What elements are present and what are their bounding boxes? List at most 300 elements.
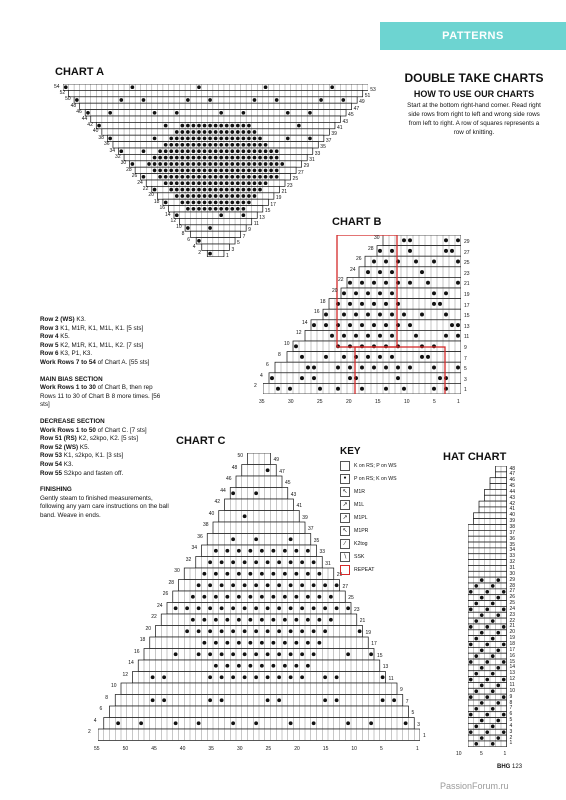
- purl-stitch: [208, 629, 212, 633]
- purl-stitch: [286, 111, 290, 115]
- purl-stitch: [335, 606, 339, 610]
- purl-stitch: [230, 149, 234, 153]
- purl-stitch: [75, 98, 79, 102]
- purl-stitch: [288, 387, 292, 391]
- purl-stitch: [485, 713, 489, 717]
- purl-stitch: [306, 366, 310, 370]
- purl-stitch: [248, 595, 252, 599]
- purl-stitch: [432, 366, 436, 370]
- purl-stitch: [266, 629, 270, 633]
- purl-stitch: [253, 149, 257, 153]
- purl-stitch: [308, 111, 312, 115]
- row-number-label: 19: [464, 292, 470, 298]
- row-number-label: 25: [509, 600, 516, 607]
- row-number-label: 45: [151, 745, 157, 752]
- purl-stitch: [208, 252, 212, 256]
- purl-stitch: [214, 572, 218, 576]
- purl-stitch: [491, 689, 495, 693]
- purl-stitch: [185, 629, 189, 633]
- purl-stitch: [254, 675, 258, 679]
- purl-stitch: [169, 156, 173, 160]
- purl-stitch: [420, 355, 424, 359]
- row-number-label: 4: [260, 372, 263, 379]
- purl-stitch: [408, 366, 412, 370]
- purl-stitch: [197, 721, 201, 725]
- slash-left-icon: ∖: [340, 552, 350, 562]
- finishing-text: Gently steam to finished measurements, following any yarn care instructions on the ball band. Weave in ends.: [40, 494, 169, 519]
- purl-stitch: [186, 188, 190, 192]
- purl-stitch: [254, 606, 258, 610]
- purl-stitch: [225, 137, 229, 141]
- finishing-heading: FINISHING: [40, 486, 72, 494]
- row-number-label: 2: [509, 734, 513, 741]
- row-number-label: 40: [509, 512, 516, 519]
- purl-stitch: [496, 719, 500, 723]
- row-number-label: 25: [292, 176, 299, 183]
- purl-stitch: [254, 629, 258, 633]
- row-number-label: 36: [103, 141, 110, 148]
- purl-stitch: [502, 660, 506, 664]
- purl-stitch: [214, 124, 218, 128]
- purl-stitch: [342, 355, 346, 359]
- purl-stitch: [230, 169, 234, 173]
- purl-stitch: [242, 149, 246, 153]
- purl-stitch: [336, 366, 340, 370]
- purl-stitch: [277, 583, 281, 587]
- purl-stitch: [236, 201, 240, 205]
- row-number-label: 8: [509, 699, 513, 706]
- row-number-label: 21: [281, 188, 287, 195]
- purl-stitch: [312, 629, 316, 633]
- purl-stitch: [214, 201, 218, 205]
- row-number-label: 17: [509, 646, 516, 653]
- purl-stitch: [180, 194, 184, 198]
- row-number-label: 51: [364, 92, 371, 99]
- slash-right-icon: ∕: [340, 539, 350, 549]
- purl-stitch: [180, 124, 184, 128]
- row-number-label: 16: [509, 652, 516, 659]
- purl-stitch: [158, 175, 162, 179]
- purl-stitch: [108, 111, 112, 115]
- purl-stitch: [242, 143, 246, 147]
- purl-stitch: [231, 606, 235, 610]
- purl-stitch: [289, 560, 293, 564]
- purl-stitch: [496, 578, 500, 582]
- row-number-label: 9: [400, 687, 403, 693]
- purl-stitch: [197, 188, 201, 192]
- purl-stitch: [242, 188, 246, 192]
- purl-stitch: [258, 162, 262, 166]
- purl-stitch: [214, 207, 218, 211]
- row-number-label: 3: [417, 721, 421, 728]
- instruction-label: Row 52 (WS): [40, 443, 79, 451]
- purl-stitch: [203, 149, 207, 153]
- row-number-label: 9: [248, 227, 251, 234]
- purl-stitch: [480, 596, 484, 600]
- m1pr-icon: ↖: [340, 526, 350, 536]
- purl-stitch: [306, 641, 310, 645]
- instruction-text: of Chart A. [55 sts]: [95, 358, 150, 366]
- row-number-label: 26: [131, 173, 138, 180]
- instruction-label: Row 2 (WS): [40, 316, 75, 323]
- row-number-label: 20: [148, 192, 154, 199]
- purl-stitch: [480, 631, 484, 635]
- purl-stitch: [231, 560, 235, 564]
- row-number-label: 53: [370, 86, 376, 93]
- purl-stitch: [225, 149, 229, 153]
- purl-stitch: [266, 583, 270, 587]
- purl-stitch: [208, 149, 212, 153]
- row-number-label: 20: [509, 629, 516, 636]
- purl-stitch: [197, 181, 201, 185]
- purl-stitch: [214, 156, 218, 160]
- key-item: [340, 563, 420, 576]
- purl-stitch: [485, 625, 489, 629]
- purl-stitch: [214, 194, 218, 198]
- purl-stitch: [450, 323, 454, 327]
- purl-stitch: [219, 137, 223, 141]
- row-number-label: 9: [464, 345, 467, 351]
- instruction-text: K3.: [62, 460, 74, 468]
- purl-stitch: [485, 730, 489, 734]
- row-number-label: 30: [374, 235, 380, 241]
- purl-stitch: [175, 175, 179, 179]
- purl-stitch: [247, 169, 251, 173]
- chart-a-title: CHART A: [55, 66, 105, 78]
- purl-stitch: [153, 169, 157, 173]
- key-item: [340, 485, 420, 498]
- purl-stitch: [208, 188, 212, 192]
- purl-stitch: [369, 652, 373, 656]
- row-number-label: 28: [368, 245, 374, 252]
- purl-stitch: [186, 156, 190, 160]
- row-number-label: 10: [509, 687, 516, 694]
- purl-stitch: [469, 695, 473, 699]
- row-number-label: 15: [322, 745, 329, 752]
- purl-stitch: [378, 270, 382, 274]
- instruction-label: Row 3: [40, 324, 59, 332]
- purl-stitch: [366, 291, 370, 295]
- purl-stitch: [243, 560, 247, 564]
- purl-stitch: [360, 281, 364, 285]
- purl-stitch: [220, 675, 224, 679]
- row-number-label: 10: [111, 683, 117, 689]
- row-number-label: 25: [348, 595, 354, 601]
- purl-stitch: [480, 736, 484, 740]
- instruction-label: Work Rows 1 to 50: [40, 426, 96, 434]
- row-number-label: 43: [509, 494, 516, 501]
- row-number-label: 3: [231, 246, 235, 253]
- purl-stitch: [346, 721, 350, 725]
- hat-chart-grid: [456, 465, 516, 757]
- purl-stitch: [269, 169, 273, 173]
- row-number-label: 22: [142, 186, 149, 192]
- key-item: [340, 459, 420, 472]
- purl-stitch: [456, 281, 460, 285]
- purl-stitch: [277, 675, 281, 679]
- purl-stitch: [203, 169, 207, 173]
- purl-stitch: [300, 560, 304, 564]
- purl-stitch: [119, 149, 123, 153]
- purl-stitch: [225, 169, 229, 173]
- purl-stitch: [366, 334, 370, 338]
- instruction-text: of Chart B, then rep Rows 11 to 30 of Chart B 8 more times. [56 sts]: [40, 384, 161, 409]
- row-number-label: 48: [509, 465, 516, 472]
- row-number-label: 36: [509, 535, 516, 542]
- purl-stitch: [254, 537, 258, 541]
- purl-stitch: [142, 149, 146, 153]
- purl-stitch: [260, 664, 264, 668]
- instruction-line: [40, 359, 170, 368]
- purl-stitch: [247, 194, 251, 198]
- row-number-label: 15: [509, 658, 516, 665]
- key-label: K on RS; P on WS: [354, 462, 397, 469]
- purl-stitch: [142, 98, 146, 102]
- purl-stitch: [289, 583, 293, 587]
- purl-stitch: [225, 175, 229, 179]
- purl-stitch: [153, 156, 157, 160]
- dot-icon: ●: [340, 474, 350, 484]
- row-number-label: 46: [509, 477, 516, 484]
- purl-stitch: [372, 323, 376, 327]
- purl-stitch: [348, 366, 352, 370]
- purl-stitch: [185, 606, 189, 610]
- purl-stitch: [192, 201, 196, 205]
- purl-stitch: [158, 162, 162, 166]
- empty-square-icon: [340, 461, 350, 471]
- purl-stitch: [381, 675, 385, 679]
- purl-stitch: [369, 721, 373, 725]
- purl-stitch: [266, 606, 270, 610]
- purl-stitch: [203, 156, 207, 160]
- instruction-text: K2, M1R, K1, M1L, K2. [7 sts]: [58, 341, 144, 349]
- row-number-label: 26: [509, 594, 516, 601]
- purl-stitch: [390, 249, 394, 253]
- row-number-label: 3: [464, 376, 467, 383]
- purl-stitch: [203, 188, 207, 192]
- purl-stitch: [220, 560, 224, 564]
- purl-stitch: [402, 313, 406, 317]
- cast-on-rows: [40, 316, 170, 368]
- purl-stitch: [186, 143, 190, 147]
- purl-stitch: [197, 149, 201, 153]
- row-number-label: 5: [509, 717, 513, 724]
- purl-stitch: [151, 675, 155, 679]
- purl-stitch: [502, 643, 506, 647]
- m1r-icon: ↖: [340, 487, 350, 497]
- purl-stitch: [253, 175, 257, 179]
- purl-stitch: [426, 281, 430, 285]
- purl-stitch: [294, 549, 298, 553]
- row-number-label: 2: [254, 383, 257, 390]
- purl-stitch: [485, 608, 489, 612]
- row-number-label: 20: [346, 399, 352, 405]
- purl-stitch: [264, 181, 268, 185]
- purl-stitch: [203, 194, 207, 198]
- purl-stitch: [496, 684, 500, 688]
- purl-stitch: [153, 111, 157, 115]
- row-number-label: 35: [320, 144, 326, 151]
- purl-stitch: [491, 602, 495, 606]
- purl-stitch: [275, 156, 279, 160]
- purl-stitch: [208, 162, 212, 166]
- purl-stitch: [348, 376, 352, 380]
- purl-stitch: [444, 334, 448, 338]
- purl-stitch: [480, 719, 484, 723]
- purl-stitch: [258, 169, 262, 173]
- instruction-line: [40, 435, 170, 444]
- purl-stitch: [294, 618, 298, 622]
- purl-stitch: [108, 137, 112, 141]
- purl-stitch: [438, 376, 442, 380]
- purl-stitch: [220, 606, 224, 610]
- row-number-label: 23: [287, 182, 293, 189]
- purl-stitch: [175, 130, 179, 134]
- instruction-text: of Chart C. [7 sts]: [95, 426, 147, 434]
- purl-stitch: [254, 491, 258, 495]
- purl-stitch: [202, 572, 206, 576]
- purl-stitch: [396, 376, 400, 380]
- purl-stitch: [253, 162, 257, 166]
- purl-stitch: [414, 334, 418, 338]
- purl-stitch: [139, 721, 143, 725]
- purl-stitch: [197, 130, 201, 134]
- instruction-label: Row 6: [40, 350, 59, 358]
- purl-stitch: [474, 725, 478, 729]
- purl-stitch: [180, 162, 184, 166]
- purl-stitch: [219, 130, 223, 134]
- row-number-label: 10: [456, 750, 462, 757]
- purl-stitch: [469, 713, 473, 717]
- row-number-label: 8: [105, 694, 109, 701]
- purl-stitch: [230, 175, 234, 179]
- row-number-label: 19: [509, 635, 516, 642]
- row-number-label: 27: [342, 583, 349, 590]
- purl-stitch: [469, 608, 473, 612]
- row-number-label: 7: [242, 233, 246, 240]
- purl-stitch: [203, 162, 207, 166]
- row-number-label: 24: [509, 605, 516, 612]
- row-number-label: 28: [126, 166, 132, 173]
- purl-stitch: [247, 162, 251, 166]
- purl-stitch: [264, 162, 268, 166]
- purl-stitch: [151, 698, 155, 702]
- purl-stitch: [253, 137, 257, 141]
- purl-stitch: [116, 721, 120, 725]
- purl-stitch: [231, 675, 235, 679]
- purl-stitch: [203, 124, 207, 128]
- purl-stitch: [225, 207, 229, 211]
- purl-stitch: [372, 366, 376, 370]
- purl-stitch: [323, 629, 327, 633]
- purl-stitch: [208, 675, 212, 679]
- purl-stitch: [197, 239, 201, 243]
- purl-stitch: [491, 654, 495, 658]
- purl-stitch: [220, 629, 224, 633]
- purl-stitch: [469, 730, 473, 734]
- purl-stitch: [186, 98, 190, 102]
- purl-stitch: [169, 137, 173, 141]
- row-number-label: 10: [351, 745, 357, 752]
- purl-stitch: [208, 560, 212, 564]
- purl-stitch: [243, 675, 247, 679]
- row-number-label: 1: [509, 740, 513, 747]
- purl-stitch: [186, 175, 190, 179]
- chartB-svg: [263, 235, 461, 394]
- row-number-label: 47: [509, 471, 516, 478]
- purl-stitch: [225, 641, 229, 645]
- purl-stitch: [336, 387, 340, 391]
- purl-stitch: [242, 213, 246, 217]
- purl-stitch: [312, 366, 316, 370]
- purl-stitch: [208, 207, 212, 211]
- purl-stitch: [225, 549, 229, 553]
- purl-stitch: [312, 652, 316, 656]
- purl-stitch: [283, 595, 287, 599]
- purl-stitch: [432, 291, 436, 295]
- purl-stitch: [175, 213, 179, 217]
- purl-stitch: [444, 238, 448, 242]
- row-number-label: 8: [278, 351, 281, 358]
- instruction-text: K5.: [58, 333, 70, 341]
- purl-stitch: [485, 678, 489, 682]
- purl-stitch: [208, 130, 212, 134]
- purl-stitch: [219, 207, 223, 211]
- purl-stitch: [432, 387, 436, 391]
- purl-stitch: [348, 344, 352, 348]
- purl-stitch: [164, 156, 168, 160]
- purl-stitch: [208, 226, 212, 230]
- purl-stitch: [426, 355, 430, 359]
- purl-stitch: [186, 201, 190, 205]
- purl-stitch: [277, 629, 281, 633]
- purl-stitch: [186, 137, 190, 141]
- purl-stitch: [491, 637, 495, 641]
- key-label: M1R: [354, 488, 365, 495]
- purl-stitch: [237, 664, 241, 668]
- key-label: M1PL: [354, 514, 368, 521]
- purl-stitch: [242, 194, 246, 198]
- row-number-label: 18: [139, 637, 146, 643]
- purl-stitch: [496, 596, 500, 600]
- purl-stitch: [275, 162, 279, 166]
- purl-stitch: [474, 602, 478, 606]
- purl-stitch: [162, 698, 166, 702]
- purl-stitch: [269, 162, 273, 166]
- row-number-label: 36: [197, 533, 203, 540]
- purl-stitch: [202, 595, 206, 599]
- purl-stitch: [294, 641, 298, 645]
- purl-stitch: [247, 137, 251, 141]
- purl-stitch: [186, 226, 190, 230]
- key-label: SSK: [354, 553, 365, 560]
- purl-stitch: [186, 149, 190, 153]
- key-label: M1L: [354, 501, 365, 508]
- purl-stitch: [312, 323, 316, 327]
- purl-stitch: [247, 188, 251, 192]
- purl-stitch: [271, 572, 275, 576]
- purl-stitch: [214, 595, 218, 599]
- row-number-label: 28: [168, 579, 175, 586]
- purl-stitch: [270, 376, 274, 380]
- row-number-label: 50: [122, 745, 129, 752]
- purl-stitch: [214, 169, 218, 173]
- purl-stitch: [242, 156, 246, 160]
- purl-stitch: [197, 143, 201, 147]
- purl-stitch: [277, 606, 281, 610]
- purl-stitch: [230, 124, 234, 128]
- purl-stitch: [236, 130, 240, 134]
